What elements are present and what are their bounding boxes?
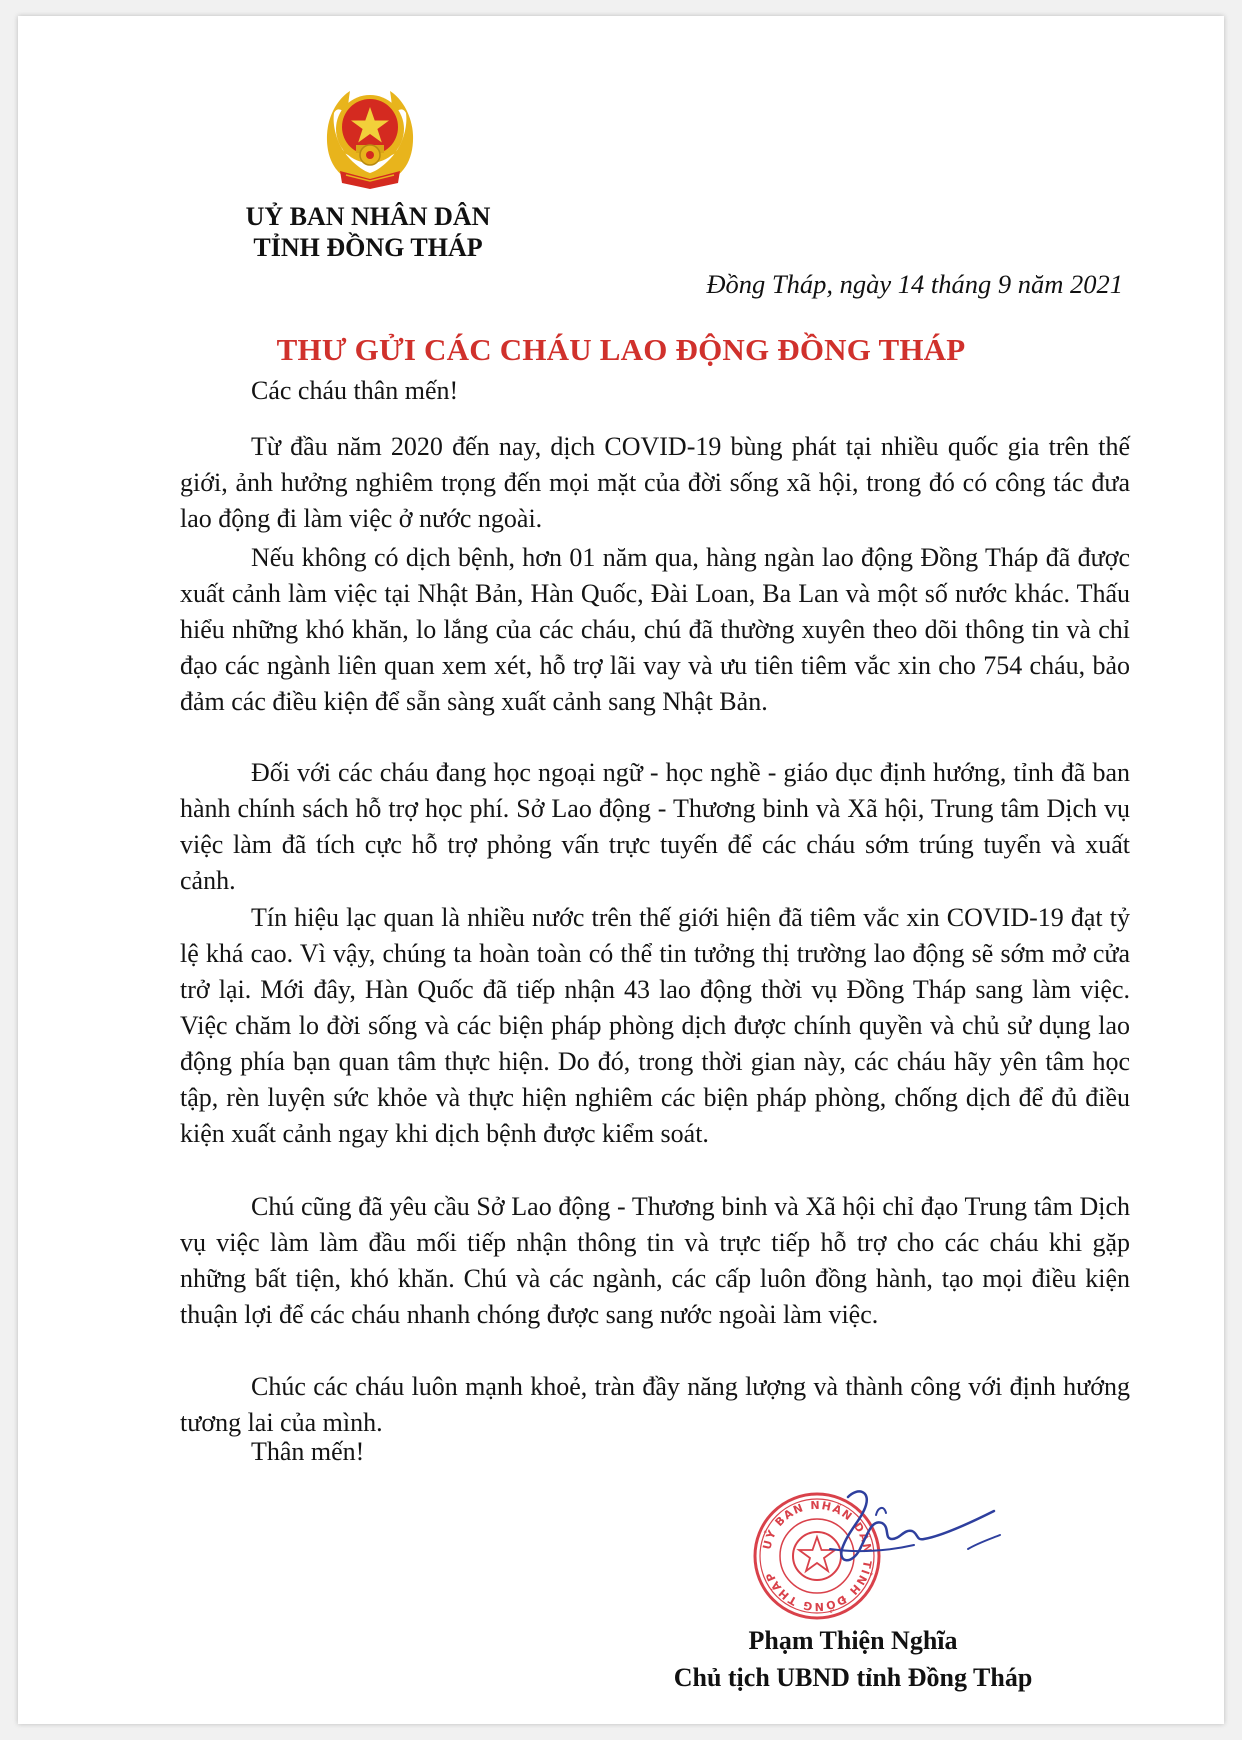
signer-name: Phạm Thiện Nghĩa (748, 1626, 958, 1655)
paragraph-3: Đối với các cháu đang học ngoại ngữ - học nghề - giáo dục định hướng, tỉnh đã ban hành chính sách hỗ trợ học phí. Sở Lao động - Thương binh và Xã hội, Trung tâm Dịch vụ việc làm đã tích cực hỗ trợ phỏng vấn trực tuyến để các cháu sớm trúng tuyển và xuất cảnh. (180, 758, 1130, 895)
national-emblem-icon (320, 83, 420, 191)
letter-page (18, 16, 1224, 1724)
org-name-line1: UỶ BAN NHÂN DÂN (245, 202, 491, 231)
letter-title: THƯ GỬI CÁC CHÁU LAO ĐỘNG ĐỒNG THÁP (276, 332, 966, 367)
org-name-line2: TỈNH ĐỒNG THÁP (253, 233, 483, 262)
closing: Thân mến! (251, 1437, 365, 1466)
paragraph-6: Chúc các cháu luôn mạnh khoẻ, tràn đầy năng lượng và thành công với định hướng tương lai của mình. (180, 1372, 1130, 1437)
letter-date: Đồng Tháp, ngày 14 tháng 9 năm 2021 (706, 269, 1123, 299)
paragraph-5: Chú cũng đã yêu cầu Sở Lao động - Thương binh và Xã hội chỉ đạo Trung tâm Dịch vụ việc làm làm đầu mối tiếp nhận thông tin và trực tiếp hỗ trợ cho các cháu khi gặp những bất tiện, khó khăn. Chú và các ngành, các cấp luôn đồng hành, tạo mọi điều kiện thuận lợi để các cháu nhanh chóng được sang nước ngoài làm việc. (180, 1192, 1130, 1329)
paragraph-4: Tín hiệu lạc quan là nhiều nước trên thế giới hiện đã tiêm vắc xin COVID-19 đạt tỷ lệ khá cao. Vì vậy, chúng ta hoàn toàn có thể tin tưởng thị trường lao động sẽ sớm mở cửa trở lại. Mới đây, Hàn Quốc đã tiếp nhận 43 lao động thời vụ Đồng Tháp sang làm việc. Việc chăm lo đời sống và các biện pháp phòng dịch được chính quyền và chủ sử dụng lao động phía bạn quan tâm thực hiện. Do đó, trong thời gian này, các cháu hãy yên tâm học tập, rèn luyện sức khỏe và thực hiện nghiêm các biện pháp phòng, chống dịch để đủ điều kiện xuất cảnh ngay khi dịch bệnh được kiểm soát. (180, 903, 1130, 1148)
greeting: Các cháu thân mến! (251, 376, 459, 405)
handwritten-signature (818, 1479, 1003, 1589)
paragraph-1: Từ đầu năm 2020 đến nay, dịch COVID-19 bùng phát tại nhiều quốc gia trên thế giới, ảnh hưởng nghiêm trọng đến mọi mặt của đời sống xã hội, trong đó có công tác đưa lao động đi làm việc ở nước ngoài. (180, 432, 1130, 533)
paragraph-2: Nếu không có dịch bệnh, hơn 01 năm qua, hàng ngàn lao động Đồng Tháp đã được xuất cảnh làm việc tại Nhật Bản, Hàn Quốc, Đài Loan, Ba Lan và một số nước khác. Thấu hiểu những khó khăn, lo lắng của các cháu, chú đã thường xuyên theo dõi thông tin và chỉ đạo các ngành liên quan xem xét, hỗ trợ lãi vay và ưu tiên tiêm vắc xin cho 754 cháu, bảo đảm các điều kiện để sẵn sàng xuất cảnh sang Nhật Bản. (180, 543, 1130, 716)
svg-text:UỶ BAN NHÂN DÂN TỈNH ĐỒNG THÁP: UỶ BAN NHÂN DÂN TỈNH ĐỒNG THÁP (760, 1498, 875, 1614)
signer-title: Chủ tịch UBND tỉnh Đồng Tháp (673, 1663, 1033, 1692)
